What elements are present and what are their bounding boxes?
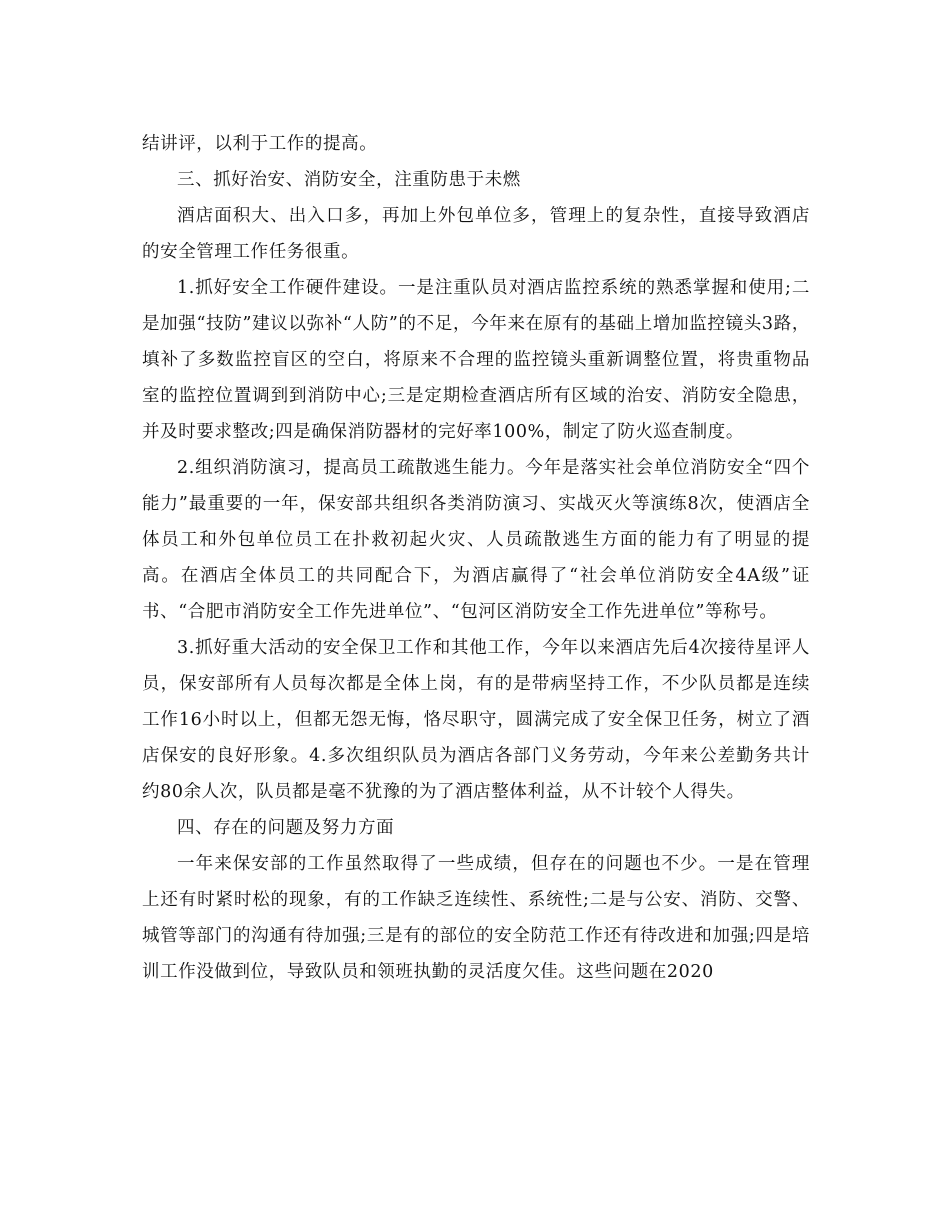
section-heading-4: 四、存在的问题及努力方面 <box>177 818 395 838</box>
paragraph-item-1: 1.抓好安全工作硬件建设。一是注重队员对酒店监控系统的熟悉掌握和使用;二是加强“技防”建议以弥补“人防”的不足，今年来在原有的基础上增加监控镜头3路，填补了多数监控盲区的空白，将原来不合理的监控镜头重新调整位置，将贵重物品室的监控位置调到到消防中心;三是定期检查酒店所有区域的治安、消防安全隐患，并及时要求整改;四是确保消防器材的完好率100%，制定了防火巡查制度。 <box>142 278 810 442</box>
paragraph-intro: 酒店面积大、出入口多，再加上外包单位多，管理上的复杂性，直接导致酒店的安全管理工作任务很重。 <box>142 206 810 262</box>
paragraph-item-2: 2.组织消防演习，提高员工疏散逃生能力。今年是落实社会单位消防安全“四个能力”最重要的一年，保安部共组织各类消防演习、实战灭火等演练8次，使酒店全体员工和外包单位员工在扑救初起火灾、人员疏散逃生方面的能力有了明显的提高。在酒店全体员工的共同配合下，为酒店赢得了“社会单位消防安全4A级”证书、“合肥市消防安全工作先进单位”、“包河区消防安全工作先进单位”等称号。 <box>142 458 810 622</box>
paragraph-continuation: 结讲评，以利于工作的提高。 <box>142 134 378 154</box>
document-page <box>142 126 810 990</box>
section-heading-3: 三、抓好治安、消防安全，注重防患于未燃 <box>177 170 521 190</box>
paragraph-problems: 一年来保安部的工作虽然取得了一些成绩，但存在的问题也不少。一是在管理上还有时紧时松的现象，有的工作缺乏连续性、系统性;二是与公安、消防、交警、城管等部门的沟通有待加强;三是有的部位的安全防范工作还有待改进和加强;四是培训工作没做到位，导致队员和领班执勤的灵活度欠佳。这些问题在2020 <box>142 854 810 982</box>
paragraph-item-3: 3.抓好重大活动的安全保卫工作和其他工作，今年以来酒店先后4次接待星评人员，保安部所有人员每次都是全体上岗，有的是带病坚持工作，不少队员都是连续工作16小时以上，但都无怨无悔，恪尽职守，圆满完成了安全保卫任务，树立了酒店保安的良好形象。4.多次组织队员为酒店各部门义务劳动，今年来公差勤务共计约80余人次，队员都是毫不犹豫的为了酒店整体利益，从不计较个人得失。 <box>142 638 810 802</box>
